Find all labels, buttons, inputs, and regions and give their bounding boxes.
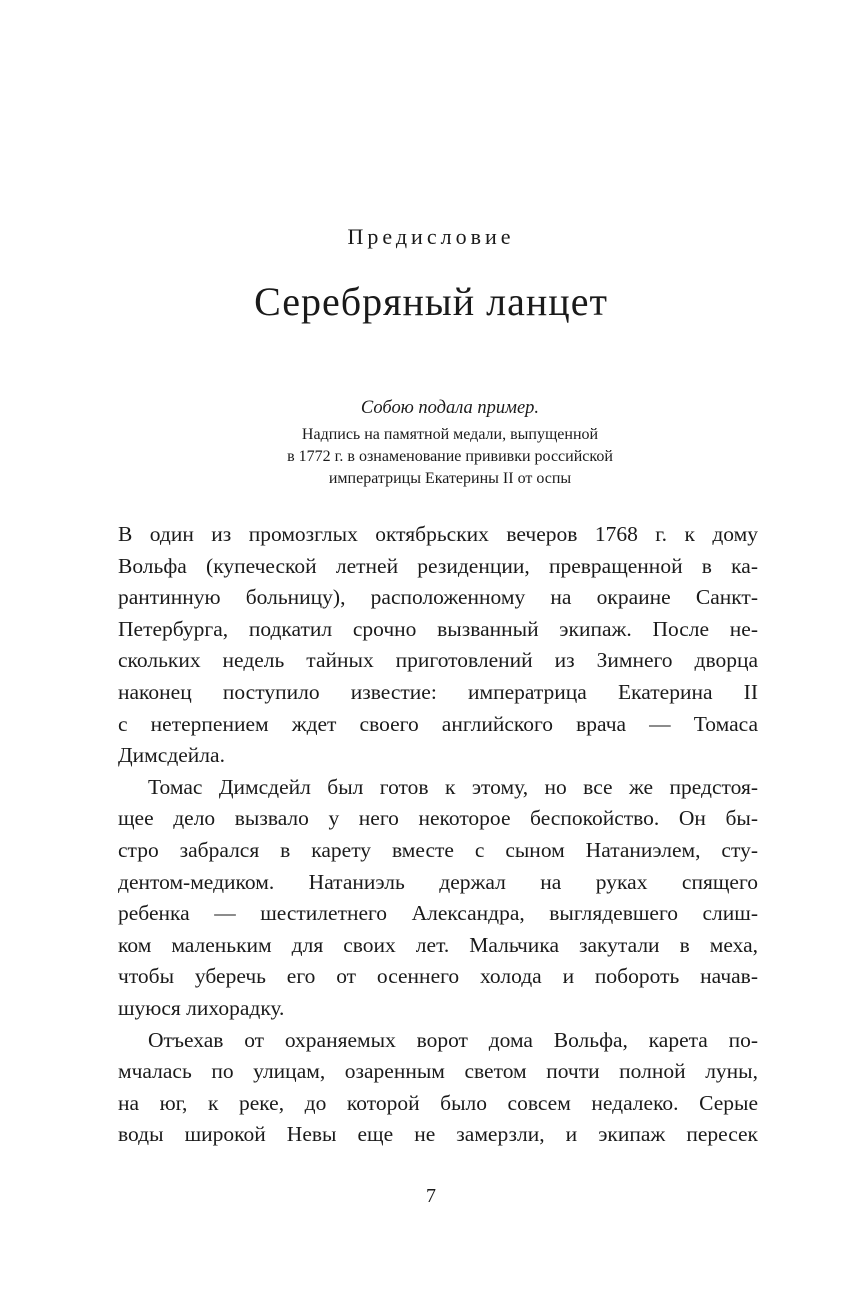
epigraph: [150, 395, 750, 490]
paragraph: [118, 1025, 758, 1151]
text-line: ком маленьким для своих лет. Мальчика закутали в меха,: [118, 932, 758, 957]
text-line: на юг, к реке, до которой было совсем недалеко. Серые: [118, 1090, 758, 1115]
body-text: [118, 519, 758, 1151]
text-line: Петербурга, подкатил срочно вызванный экипаж. После не-: [118, 616, 758, 641]
page-number: 7: [426, 1185, 436, 1207]
paragraph: [118, 519, 758, 772]
epigraph-quote: Собою подала пример.: [360, 398, 540, 418]
text-line: В один из промозглых октябрьских вечеров 1768 г. к дому: [118, 522, 758, 546]
text-line: щее дело вызвало у него некоторое беспокойство. Он бы-: [118, 806, 758, 831]
text-line: стро забрался в карету вместе с сыном Натаниэлем, сту-: [118, 837, 758, 862]
text-line: скольких недель тайных приготовлений из Зимнего дворца: [118, 648, 758, 673]
text-line: Отъехав от охраняемых ворот дома Вольфа, карета по-: [148, 1027, 758, 1052]
text-line: с нетерпением ждет своего английского врача — Томаса: [118, 711, 758, 736]
text-line: ребенка — шестилетнего Александра, выглядевшего слиш-: [118, 901, 758, 926]
text-line: шуюся лихорадку.: [118, 995, 285, 1020]
text-line: Томас Димсдейл был готов к этому, но все же предстоя-: [148, 774, 758, 799]
text-line: чтобы уберечь его от осеннего холода и побороть начав-: [118, 964, 758, 989]
epigraph-source-line: Надпись на памятной медали, выпущенной: [301, 426, 599, 443]
section-label: Предисловие: [347, 224, 515, 249]
paragraph: [118, 772, 758, 1025]
epigraph-source-line: в 1772 г. в ознаменование прививки российской: [287, 448, 613, 465]
text-line: наконец поступило известие: императрица Екатерина II: [118, 679, 758, 704]
text-line: дентом-медиком. Натаниэль держал на руках спящего: [118, 869, 758, 894]
chapter-title: Серебряный ланцет: [254, 279, 608, 324]
epigraph-source-line: императрицы Екатерины II от оспы: [328, 470, 572, 487]
text-line: рантинную больницу), расположенному на окраине Санкт-: [118, 585, 758, 610]
text-line: воды широкой Невы еще не замерзли, и экипаж пересек: [118, 1122, 758, 1147]
text-line: Вольфа (купеческой летней резиденции, превращенной в ка-: [118, 553, 758, 578]
epigraph-source: [150, 424, 750, 490]
text-line: Димсдейла.: [118, 743, 225, 768]
text-line: мчалась по улицам, озаренным светом почти полной луны,: [118, 1059, 758, 1084]
